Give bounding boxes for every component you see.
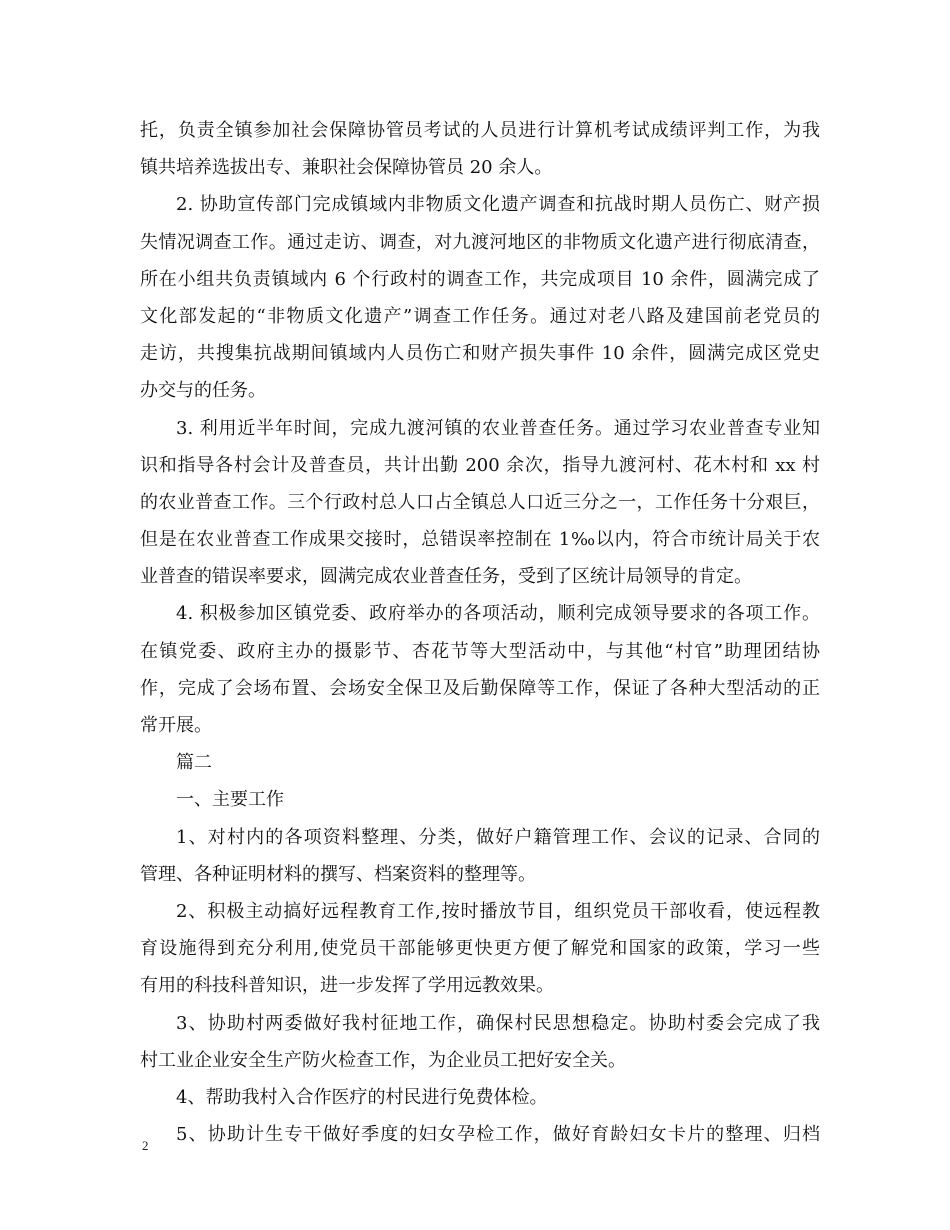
text-line: 作，完成了会场布置、会场安全保卫及后勤保障等工作，保证了各种大型活动的正 <box>140 677 820 699</box>
text-line: 4. 积极参加区镇党委、政府举办的各项活动，顺利完成领导要求的各项工作。 <box>176 603 820 625</box>
text-line: 所在小组共负责镇域内 6 个行政村的调查工作，共完成项目 10 余件，圆满完成了 <box>140 268 820 290</box>
text-line: 育设施得到充分利用,使党员干部能够更快更方便了解党和国家的政策，学习一些 <box>140 938 820 960</box>
text-line: 有用的科技科普知识，进一步发挥了学用远教效果。 <box>140 975 554 997</box>
text-line: 4、帮助我村入合作医疗的村民进行免费体检。 <box>176 1086 548 1108</box>
text-line: 的农业普查工作。三个行政村总人口占全镇总人口近三分之一，工作任务十分艰巨， <box>140 491 820 513</box>
text-line: 一、主要工作 <box>176 789 284 811</box>
text-line: 2. 协助宣传部门完成镇域内非物质文化遗产调查和抗战时期人员伤亡、财产损 <box>176 194 820 216</box>
text-line: 镇共培养选拔出专、兼职社会保障协管员 20 余人。 <box>140 157 553 179</box>
text-line: 业普查的错误率要求，圆满完成农业普查任务，受到了区统计局领导的肯定。 <box>140 566 752 588</box>
text-line: 失情况调查工作。通过走访、调查，对九渡河地区的非物质文化遗产进行彻底清查， <box>140 231 820 253</box>
text-line: 篇二 <box>176 752 212 774</box>
text-line: 办交与的任务。 <box>140 380 266 402</box>
text-line: 常开展。 <box>140 715 212 736</box>
text-line: 3. 利用近半年时间，完成九渡河镇的农业普查任务。通过学习农业普查专业知 <box>176 417 820 439</box>
text-line: 3、协助村两委做好我村征地工作，确保村民思想稳定。协助村委会完成了我 <box>176 1012 820 1034</box>
body-text <box>140 112 820 1153</box>
text-line: 村工业企业安全生产防火检查工作，为企业员工把好安全关。 <box>140 1049 626 1071</box>
page-number: 2 <box>142 1138 149 1153</box>
text-line: 识和指导各村会计及普查员，共计出勤 200 余次，指导九渡河村、花木村和 xx 村 <box>140 454 820 476</box>
text-line: 在镇党委、政府主办的摄影节、杏花节等大型活动中，与其他“村官”助理团结协 <box>140 640 820 662</box>
text-line: 5、协助计生专干做好季度的妇女孕检工作，做好育龄妇女卡片的整理、归档 <box>176 1124 820 1146</box>
text-line: 管理、各种证明材料的撰写、档案资料的整理等。 <box>140 863 536 885</box>
text-line: 托，负责全镇参加社会保障协管员考试的人员进行计算机考试成绩评判工作，为我 <box>140 120 820 141</box>
text-line: 2、积极主动搞好远程教育工作,按时播放节目，组织党员干部收看，使远程教 <box>176 900 820 922</box>
text-line: 1、对村内的各项资料整理、分类，做好户籍管理工作、会议的记录、合同的 <box>176 826 820 848</box>
text-line: 走访，共搜集抗战期间镇域内人员伤亡和财产损失事件 10 余件，圆满完成区党史 <box>140 343 820 365</box>
text-line: 文化部发起的“非物质文化遗产”调查工作任务。通过对老八路及建国前老党员的 <box>140 305 820 327</box>
text-line: 但是在农业普查工作成果交接时，总错误率控制在 1‰以内，符合市统计局关于农 <box>140 529 820 551</box>
